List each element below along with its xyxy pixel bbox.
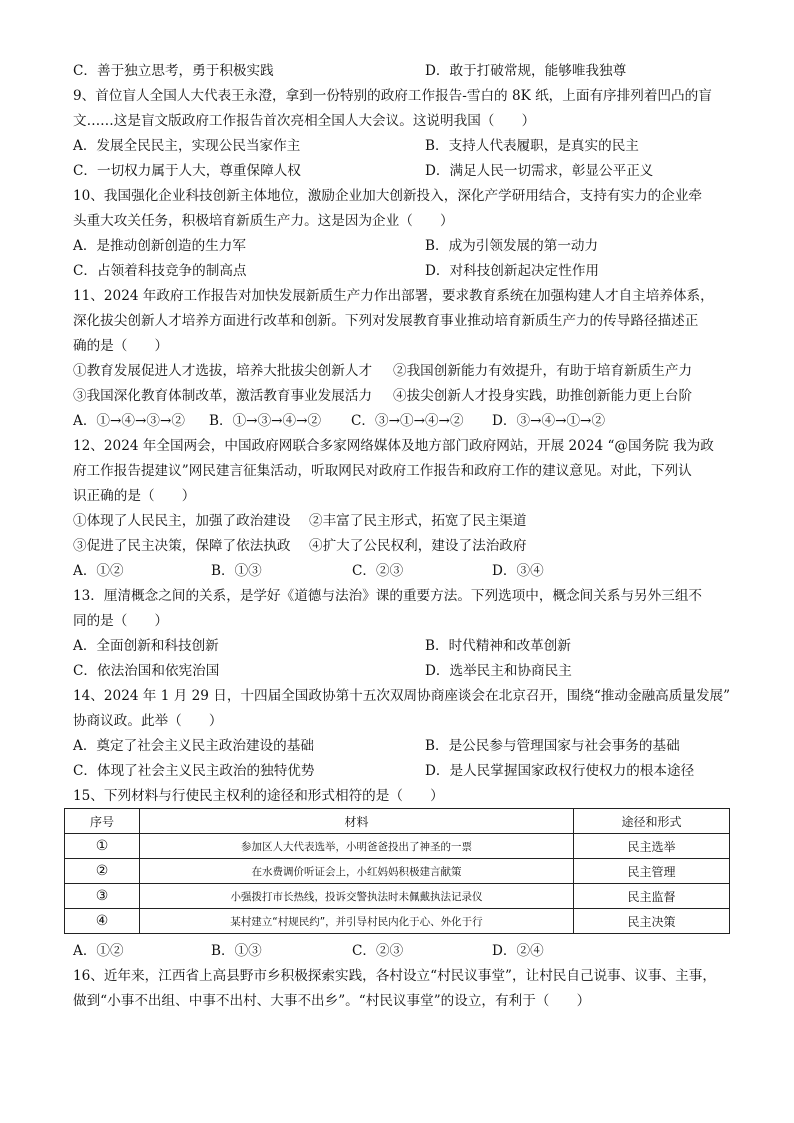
q13-options-cd <box>73 659 572 684</box>
q14-option-a: A．奠定了社会主义民主政治建设的基础 <box>73 738 314 754</box>
q10-option-c: C．占领着科技竞争的制高点 <box>73 263 247 279</box>
q12-stem-line3: 识正确的是（ ） <box>73 488 196 504</box>
q12-option-b: B．①③ <box>211 563 262 579</box>
q12-statement-3: ③促进了民主决策，保障了依法执政 <box>73 538 291 554</box>
q15-option-b: B．①③ <box>211 943 262 959</box>
q11-option-b: B．①→③→④→② <box>209 413 322 429</box>
q11-option-a: A．①→④→③→② <box>73 413 185 429</box>
q15-material-table <box>64 808 730 934</box>
q11-statement-2: ②我国创新能力有效提升，有助于培育新质生产力 <box>393 363 693 379</box>
q12-option-d: D．③④ <box>492 563 544 579</box>
q13-option-a: A．全面创新和科技创新 <box>73 638 219 654</box>
q12-stem-line2: 府工作报告提建议”网民建言征集活动，听取网民对政府工作报告和政府工作的建议意见。对此，下列认 <box>73 463 692 479</box>
q15-stem: 15、下列材料与行使民主权利的途径和形式相符的是（ ） <box>73 788 444 804</box>
table-header-material: 材料 <box>140 809 574 834</box>
q16-stem-line1: 16、近年来，江西省上高县野市乡积极探索实践，各村设立“村民议事堂”，让村民自己说事、议事、主事， <box>73 968 716 984</box>
q12-option-c: C．②③ <box>352 563 404 579</box>
q14-option-c: C．体现了社会主义民主政治的独特优势 <box>73 763 315 779</box>
q11-stem-line1: 11、2024 年政府工作报告对加快发展新质生产力作出部署，要求教育系统在加强构建人才自主培养体系， <box>73 288 714 304</box>
table-row <box>65 884 730 909</box>
q12-option-a: A．①② <box>73 563 124 579</box>
q9-option-c: C．一切权力属于人大，尊重保障人权 <box>73 163 301 179</box>
q14-stem-line2: 协商议政。此举（ ） <box>73 713 223 729</box>
q11-options <box>73 409 606 434</box>
table-cell-form: 民主选举 <box>574 834 730 859</box>
q14-stem-line1: 14、2024 年 1 月 29 日，十四届全国政协第十五次双周协商座谈会在北京召开，围绕“推动金融高质量发展” <box>73 688 731 704</box>
q10-stem-line2: 头重大攻关任务，积极培育新质生产力。这是因为企业（ ） <box>73 213 454 229</box>
table-cell-material: 在水费调价听证会上，小红妈妈积极建言献策 <box>140 859 574 884</box>
q10-option-b: B．成为引领发展的第一动力 <box>425 238 599 254</box>
q15-options <box>73 939 544 964</box>
table-row <box>65 834 730 859</box>
table-header-form: 途径和形式 <box>574 809 730 834</box>
q14-options-ab <box>73 734 680 759</box>
q13-options-ab <box>73 634 571 659</box>
q11-statement-3: ③我国深化教育体制改革，激活教育事业发展活力 <box>73 388 373 404</box>
q8-options-cd <box>73 59 627 84</box>
table-cell-number: ② <box>65 859 140 884</box>
q16-stem-line2: 做到“小事不出组、中事不出村、大事不出乡”。“村民议事堂”的设立，有利于（ ） <box>73 993 591 1009</box>
q15-option-c: C．②③ <box>352 943 404 959</box>
q9-options-ab <box>73 134 639 159</box>
q14-option-b: B．是公民参与管理国家与社会事务的基础 <box>425 738 680 754</box>
q14-option-d: D．是人民掌握国家政权行使权力的根本途径 <box>425 763 695 779</box>
q9-options-cd <box>73 159 654 184</box>
q8-option-c: C．善于独立思考，勇于积极实践 <box>73 63 274 79</box>
q11-stem-line3: 确的是（ ） <box>73 338 169 354</box>
q14-options-cd <box>73 759 695 784</box>
q13-option-d: D．选举民主和协商民主 <box>425 663 572 679</box>
table-cell-material: 某村建立“村规民约”，并引导村民内化于心、外化于行 <box>140 909 574 934</box>
table-row <box>65 859 730 884</box>
q9-option-a: A．发展全民民主，实现公民当家作主 <box>73 138 301 154</box>
q9-option-b: B．支持人代表履职，是真实的民主 <box>425 138 639 154</box>
q11-statement-1: ①教育发展促进人才选拔，培养大批拔尖创新人才 <box>73 363 373 379</box>
q11-statements-34 <box>73 384 693 409</box>
q13-stem-line1: 13．厘清概念之间的关系，是学好《道德与法治》课的重要方法。下列选项中，概念间关系与另外三组不 <box>73 588 703 604</box>
q11-option-c: C．③→①→④→② <box>351 413 464 429</box>
table-header-number: 序号 <box>65 809 140 834</box>
q13-option-b: B．时代精神和改革创新 <box>425 638 571 654</box>
q12-statements-12 <box>73 509 527 534</box>
table-cell-number: ③ <box>65 884 140 909</box>
q12-statement-4: ④扩大了公民权利，建设了法治政府 <box>309 538 527 554</box>
table-header-row <box>65 809 730 834</box>
q12-statement-1: ①体现了人民民主，加强了政治建设 <box>73 513 291 529</box>
table-cell-form: 民主管理 <box>574 859 730 884</box>
q11-statement-4: ④拔尖创新人才投身实践，助推创新能力更上台阶 <box>393 388 693 404</box>
q10-stem-line1: 10、我国强化企业科技创新主体地位，激励企业加大创新投入，深化产学研用结合，支持有实力的企业牵 <box>73 188 703 204</box>
q8-option-d: D．敢于打破常规，能够唯我独尊 <box>425 63 627 79</box>
table-cell-form: 民主决策 <box>574 909 730 934</box>
table-cell-material: 参加区人大代表选举，小明爸爸投出了神圣的一票 <box>140 834 574 859</box>
q10-options-cd <box>73 259 600 284</box>
q10-option-a: A．是推动创新创造的生力军 <box>73 238 246 254</box>
table-row <box>65 909 730 934</box>
q9-stem-line1: 9、首位盲人全国人大代表王永澄，拿到一份特别的政府工作报告-雪白的 8K 纸，上面有序排列着凹凸的盲 <box>73 88 712 104</box>
q11-statements-12 <box>73 359 693 384</box>
table-cell-material: 小强拨打市长热线，投诉交警执法时未佩戴执法记录仪 <box>140 884 574 909</box>
q12-statement-2: ②丰富了民主形式，拓宽了民主渠道 <box>309 513 527 529</box>
table-cell-number: ① <box>65 834 140 859</box>
q10-option-d: D．对科技创新起决定性作用 <box>425 263 600 279</box>
q10-options-ab <box>73 234 599 259</box>
q13-stem-line2: 同的是（ ） <box>73 613 169 629</box>
q12-options <box>73 559 544 584</box>
table-cell-form: 民主监督 <box>574 884 730 909</box>
q9-option-d: D．满足人民一切需求，彰显公平正义 <box>425 163 654 179</box>
q12-statements-34 <box>73 534 527 559</box>
q11-option-d: D．③→④→①→② <box>492 413 606 429</box>
q12-stem-line1: 12、2024 年全国两会，中国政府网联合多家网络媒体及地方部门政府网站，开展 2024 “@国务院 我为政 <box>73 438 714 454</box>
q15-option-d: D．②④ <box>492 943 544 959</box>
q15-option-a: A．①② <box>73 943 124 959</box>
q13-option-c: C．依法治国和依宪治国 <box>73 663 220 679</box>
q9-stem-line2: 文……这是盲文版政府工作报告首次亮相全国人大会议。这说明我国（ ） <box>73 113 536 129</box>
table-cell-number: ④ <box>65 909 140 934</box>
q11-stem-line2: 深化拔尖创新人才培养方面进行改革和创新。下列对发展教育事业推动培育新质生产力的传导路径描述正 <box>73 313 699 329</box>
